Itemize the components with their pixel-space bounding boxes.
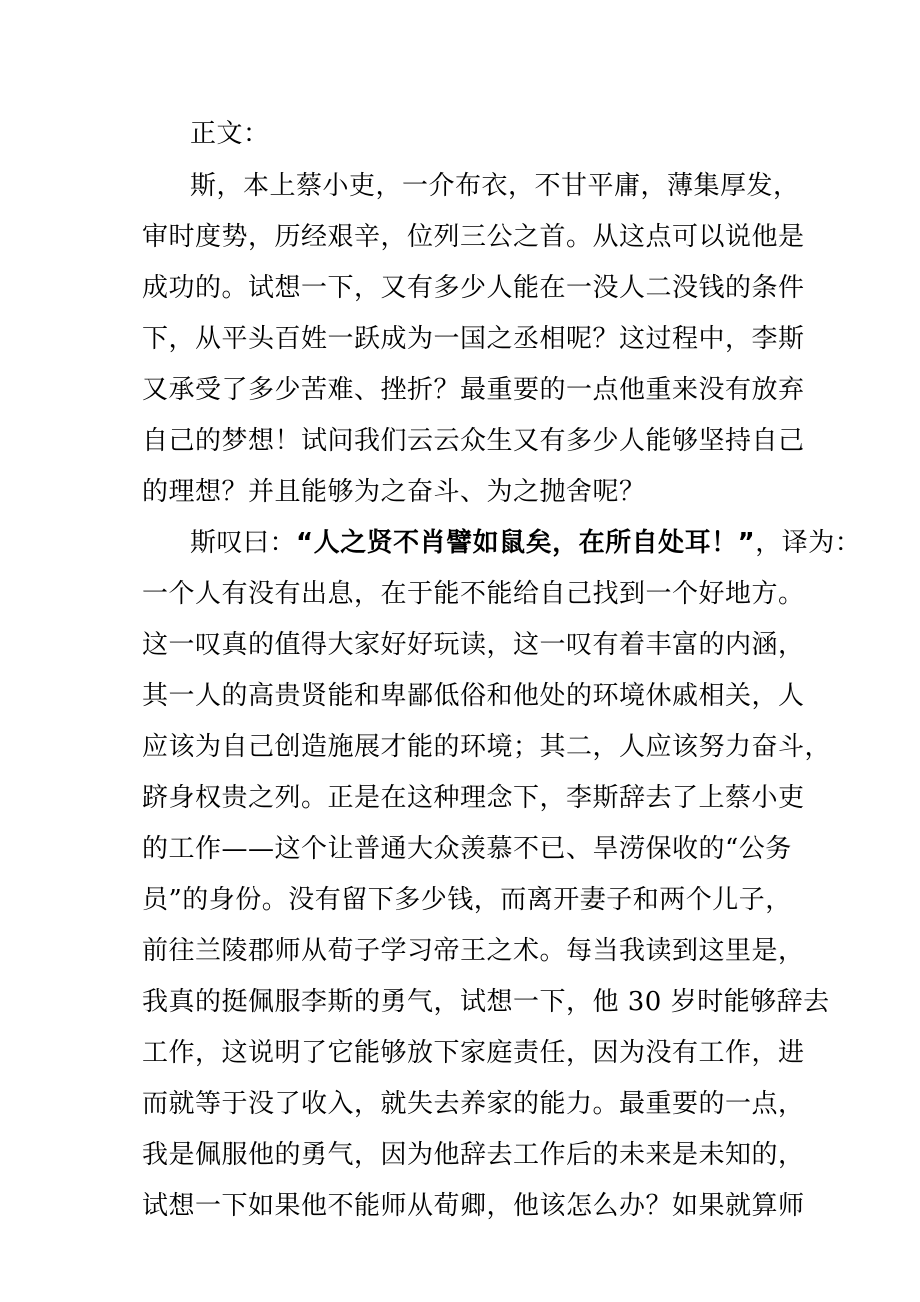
paragraph-2-line-10: 我真的挺佩服李斯的勇气，试想一下，他 30 岁时能够辞去 <box>142 987 830 1017</box>
paragraph-2-line-13: 我是佩服他的勇气，因为他辞去工作后的未来是未知的， <box>142 1140 805 1170</box>
quoted-saying: “人之贤不肖譬如鼠矣，在所自处耳！” <box>296 528 756 558</box>
paragraph-2-line-8: 员”的身份。没有留下多少钱，而离开妻子和两个儿子， <box>142 885 792 915</box>
paragraph-1-line-5: 又承受了多少苦难、挫折？最重要的一点他重来没有放弃 <box>142 375 805 405</box>
quote-intro: 斯叹曰： <box>190 528 297 558</box>
section-heading: 正文： <box>190 119 270 149</box>
paragraph-1-line-2: 审时度势，历经艰辛，位列三公之首。从这点可以说他是 <box>142 222 805 252</box>
paragraph-1-line-1: 斯，本上蔡小吏，一介布衣，不甘平庸，薄集厚发， <box>190 171 800 201</box>
paragraph-1-line-3: 成功的。试想一下，又有多少人能在一没人二没钱的条件 <box>142 273 805 303</box>
paragraph-2-line-6: 跻身权贵之列。正是在这种理念下，李斯辞去了上蔡小吏 <box>142 783 805 813</box>
paragraph-1-line-6: 自己的梦想！试问我们云云众生又有多少人能够坚持自己 <box>142 426 805 456</box>
paragraph-2-line-7: 的工作——这个让普通大众羡慕不已、旱涝保收的“公务 <box>142 834 792 864</box>
paragraph-1-line-4: 下，从平头百姓一跃成为一国之丞相呢？这过程中，李斯 <box>142 324 805 354</box>
paragraph-2-line-4: 其一人的高贵贤能和卑鄙低俗和他处的环境休戚相关，人 <box>142 681 805 711</box>
paragraph-2-line-9: 前往兰陵郡师从荀子学习帝王之术。每当我读到这里是， <box>142 936 805 966</box>
quote-translation-intro: ，译为： <box>755 528 862 558</box>
paragraph-2-line-1 <box>190 519 861 567</box>
paragraph-2-line-5: 应该为自己创造施展才能的环境；其二，人应该努力奋斗， <box>142 732 832 762</box>
paragraph-1-line-7: 的理想？并且能够为之奋斗、为之抛舍呢？ <box>142 477 646 507</box>
paragraph-2-line-3: 这一叹真的值得大家好好玩读，这一叹有着丰富的内涵， <box>142 630 805 660</box>
paragraph-2-line-12: 而就等于没了收入，就失去养家的能力。最重要的一点， <box>142 1089 805 1119</box>
paragraph-2-line-2: 一个人有没有出息，在于能不能给自己找到一个好地方。 <box>142 579 805 609</box>
paragraph-2-line-11: 工作，这说明了它能够放下家庭责任，因为没有工作，进 <box>142 1038 805 1068</box>
paragraph-2-line-14: 试想一下如果他不能师从荀卿，他该怎么办？如果就算师 <box>142 1191 805 1221</box>
